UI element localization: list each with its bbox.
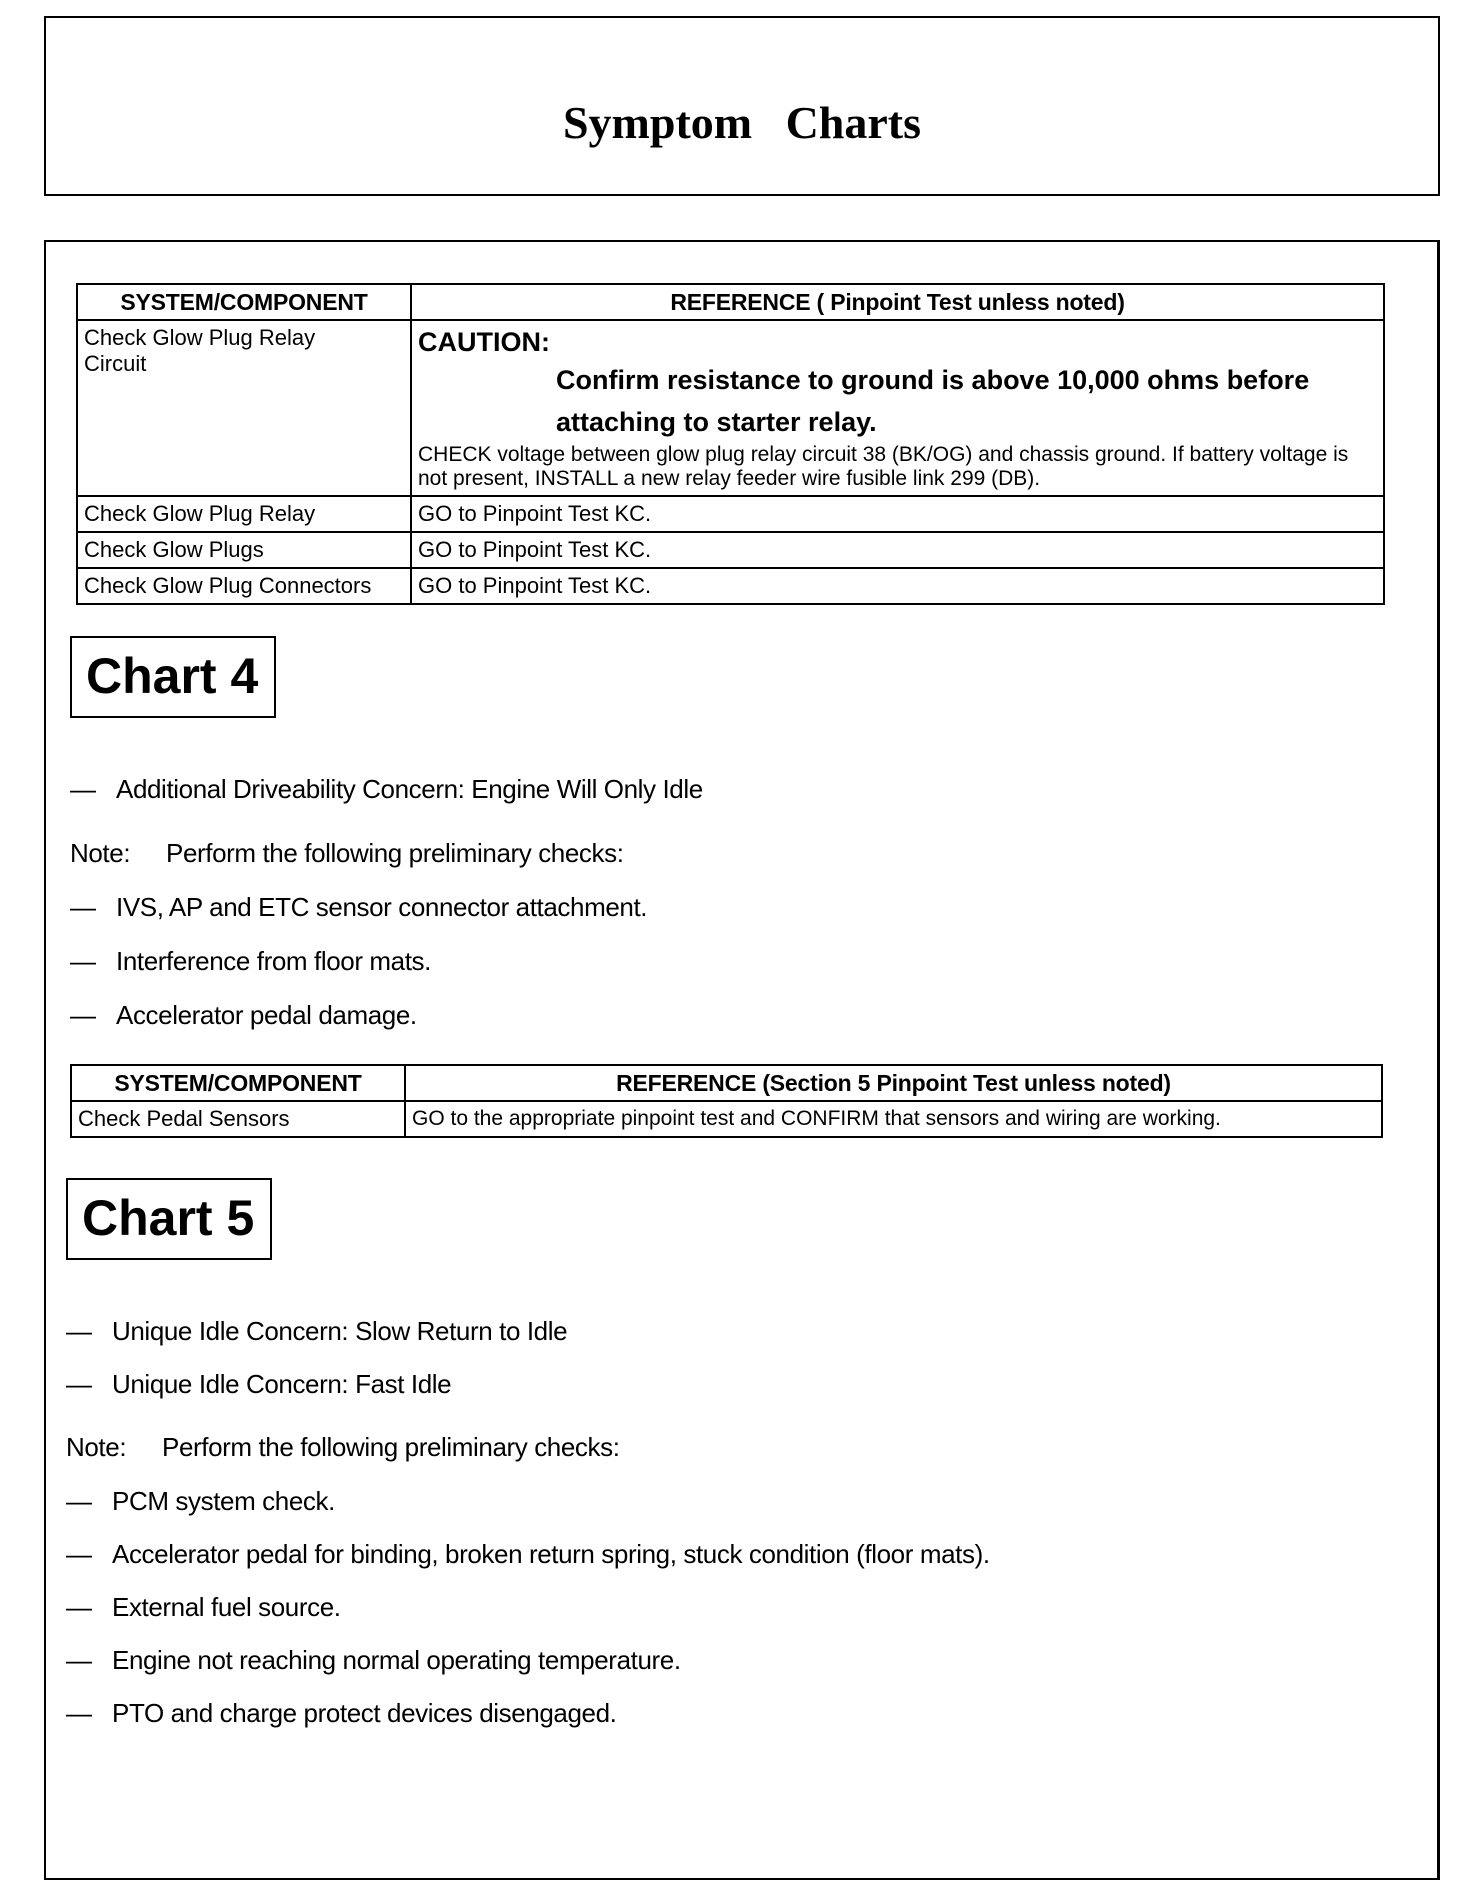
reference-cell: GO to Pinpoint Test KC.: [411, 532, 1384, 568]
component-cell: Check Pedal Sensors: [71, 1101, 405, 1137]
check-text: PCM system check.: [112, 1486, 335, 1516]
list-item: [66, 1592, 341, 1623]
table-row: [77, 532, 1384, 568]
chart-5-note: [66, 1432, 620, 1463]
note-text: Perform the following preliminary checks:: [166, 838, 624, 868]
chart-4-label: Chart 4: [70, 636, 276, 718]
list-item: [70, 892, 647, 923]
column-header: SYSTEM/COMPONENT: [77, 284, 411, 320]
caution-instructions: CHECK voltage between glow plug relay circuit 38 (BK/OG) and chassis ground. If battery voltage is not present, INSTALL a new relay feeder wire fusible link 299 (DB).: [418, 443, 1349, 490]
component-cell: Check Glow Plugs: [77, 532, 411, 568]
component-cell: Check Glow Plug Connectors: [77, 568, 411, 604]
column-header: REFERENCE ( Pinpoint Test unless noted): [411, 284, 1384, 320]
check-text: Accelerator pedal damage.: [116, 1000, 417, 1030]
dash-bullet: —: [66, 1539, 92, 1569]
list-item: [70, 946, 431, 977]
check-text: Accelerator pedal for binding, broken return spring, stuck condition (floor mats).: [112, 1539, 990, 1569]
check-text: IVS, AP and ETC sensor connector attachment.: [116, 892, 648, 922]
reference-cell: GO to Pinpoint Test KC.: [411, 496, 1384, 532]
table-header-row: [71, 1065, 1382, 1101]
table-row: [71, 1101, 1382, 1137]
caution-text: Confirm resistance to ground is above 10,000 ohms before attaching to starter relay.: [556, 365, 1310, 437]
column-header: SYSTEM/COMPONENT: [71, 1065, 405, 1101]
component-cell: Check Glow Plug Relay: [77, 496, 411, 532]
table-row: [77, 568, 1384, 604]
list-item: [66, 1486, 335, 1517]
glow-plug-table: [76, 283, 1385, 605]
reference-cell: GO to Pinpoint Test KC.: [411, 568, 1384, 604]
list-item: [66, 1645, 681, 1676]
check-text: Engine not reaching normal operating temperature.: [112, 1645, 681, 1675]
reference-cell: GO to the appropriate pinpoint test and CONFIRM that sensors and wiring are working.: [405, 1101, 1382, 1137]
dash-bullet: —: [66, 1316, 92, 1346]
component-cell: Check Glow Plug Relay Circuit: [77, 320, 411, 496]
column-header: REFERENCE (Section 5 Pinpoint Test unless noted): [405, 1065, 1382, 1101]
chart-4-note: [70, 838, 624, 869]
reference-cell: [411, 320, 1384, 496]
page-title: Symptom Charts: [562, 97, 922, 148]
chart-5-label: Chart 5: [66, 1178, 272, 1260]
chart-5-concern: [66, 1316, 567, 1347]
title-box: [44, 16, 1440, 196]
dash-bullet: —: [70, 774, 96, 804]
dash-bullet: —: [66, 1369, 92, 1399]
list-item: [66, 1539, 990, 1570]
chart-4-concern: [70, 774, 703, 805]
table-row: [77, 496, 1384, 532]
check-text: PTO and charge protect devices disengaged.: [112, 1698, 617, 1728]
dash-bullet: —: [70, 1000, 96, 1030]
list-item: [66, 1698, 617, 1729]
dash-bullet: —: [66, 1645, 92, 1675]
caution-label: CAUTION:: [418, 327, 550, 357]
dash-bullet: —: [70, 946, 96, 976]
dash-bullet: —: [66, 1592, 92, 1622]
check-text: Interference from floor mats.: [116, 946, 431, 976]
check-text: External fuel source.: [112, 1592, 341, 1622]
concern-text: Additional Driveability Concern: Engine Will Only Idle: [116, 774, 703, 804]
table-row: [77, 320, 1384, 496]
dash-bullet: —: [66, 1698, 92, 1728]
note-text: Perform the following preliminary checks:: [162, 1432, 620, 1462]
note-label: Note:: [70, 838, 131, 868]
note-label: Note:: [66, 1432, 127, 1462]
concern-text: Unique Idle Concern: Fast Idle: [112, 1369, 452, 1399]
table-header-row: [77, 284, 1384, 320]
list-item: [70, 1000, 417, 1031]
pedal-sensor-table: [70, 1064, 1383, 1138]
concern-text: Unique Idle Concern: Slow Return to Idle: [112, 1316, 568, 1346]
chart-5-concern: [66, 1369, 451, 1400]
dash-bullet: —: [70, 892, 96, 922]
dash-bullet: —: [66, 1486, 92, 1516]
